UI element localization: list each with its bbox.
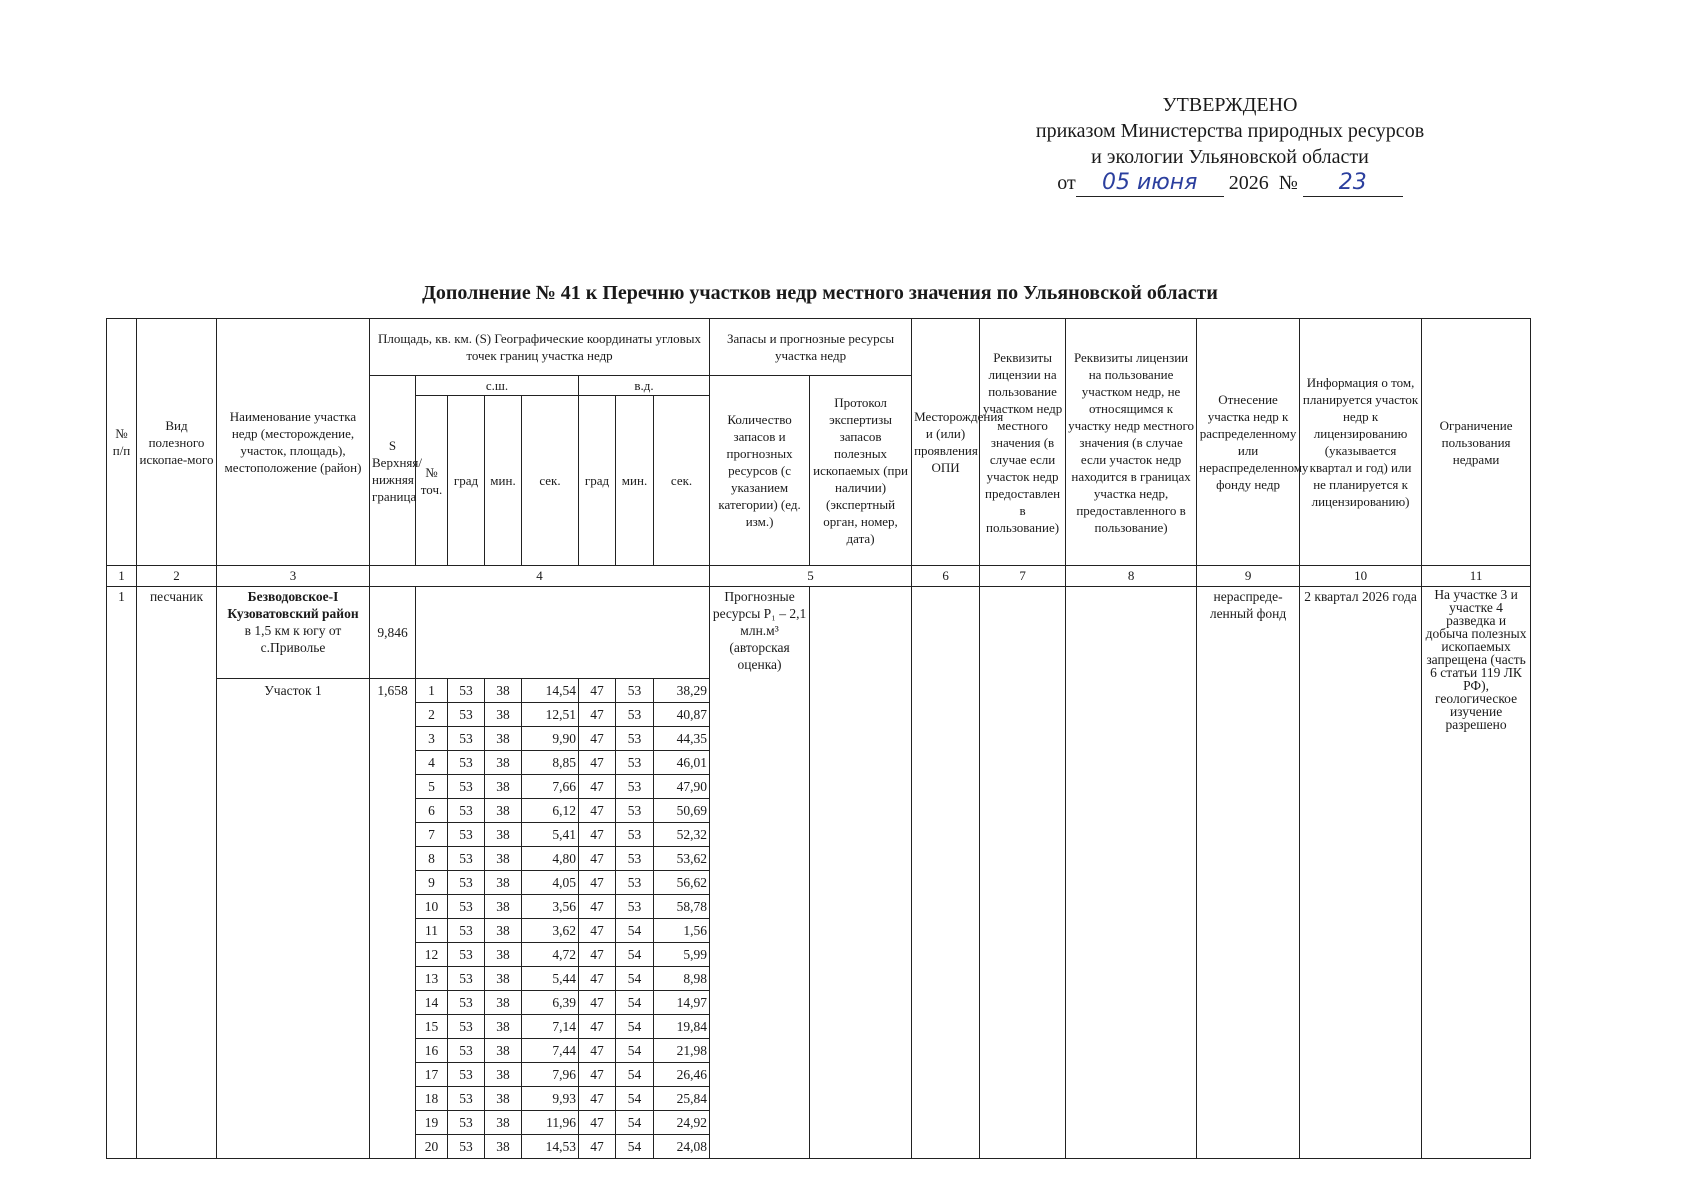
- entry-num: 1: [107, 587, 137, 1159]
- header-fund: Отнесение участка недр к распределенному или нераспределенному фонду недр: [1197, 319, 1300, 566]
- entry-mineral-type: песчаник: [137, 587, 217, 1159]
- lon-min: 53: [616, 703, 654, 727]
- header-row-1: [107, 319, 1531, 376]
- entry-location: в 1,5 км к югу от с.Приволье: [244, 623, 342, 655]
- point-number: 19: [416, 1111, 448, 1135]
- lat-min: 38: [485, 823, 522, 847]
- date-prefix: от: [1057, 172, 1076, 194]
- lon-min: 54: [616, 919, 654, 943]
- lon-min: 53: [616, 823, 654, 847]
- approval-date-row: [1000, 170, 1460, 197]
- column-number: 10: [1300, 566, 1422, 587]
- point-number: 3: [416, 727, 448, 751]
- header-area-name: Наименование участка недр (месторождение, участок, площадь), местоположение (район): [217, 319, 370, 566]
- lon-sec: 24,92: [654, 1111, 710, 1135]
- lon-deg: 47: [579, 823, 616, 847]
- handwritten-number: 23: [1303, 170, 1403, 197]
- lon-min: 54: [616, 1111, 654, 1135]
- entry-protocol: [810, 587, 912, 1159]
- lat-sec: 14,54: [522, 679, 579, 703]
- lon-sec: 38,29: [654, 679, 710, 703]
- lon-sec: 14,97: [654, 991, 710, 1015]
- lat-deg: 53: [448, 727, 485, 751]
- header-deposit: Месторождения и (или) проявления ОПИ: [912, 319, 980, 566]
- lon-deg: 47: [579, 991, 616, 1015]
- lon-deg: 47: [579, 751, 616, 775]
- point-number: 14: [416, 991, 448, 1015]
- header-lon-min: мин.: [616, 396, 654, 566]
- lon-sec: 50,69: [654, 799, 710, 823]
- point-number: 9: [416, 871, 448, 895]
- lon-sec: 8,98: [654, 967, 710, 991]
- header-area-coordinates: Площадь, кв. км. (S) Географические координаты угловых точек границ участка недр: [370, 319, 710, 376]
- lon-deg: 47: [579, 943, 616, 967]
- lon-sec: 25,84: [654, 1087, 710, 1111]
- lat-min: 38: [485, 943, 522, 967]
- number-prefix: №: [1278, 172, 1298, 194]
- lat-deg: 53: [448, 1039, 485, 1063]
- approval-title: УТВЕРЖДЕНО: [1162, 94, 1298, 116]
- lat-min: 38: [485, 679, 522, 703]
- column-number: 1: [107, 566, 137, 587]
- entry-fund: нераспреде-ленный фонд: [1197, 587, 1300, 1159]
- lat-deg: 53: [448, 823, 485, 847]
- approval-ministry-line: и экологии Ульяновской области: [1091, 146, 1369, 168]
- entry-name: [217, 587, 370, 679]
- header-reserves-group: Запасы и прогнозные ресурсы участка недр: [710, 319, 912, 376]
- lon-deg: 47: [579, 871, 616, 895]
- lon-deg: 47: [579, 1015, 616, 1039]
- entry-area: 9,846: [370, 587, 416, 679]
- lon-min: 54: [616, 1135, 654, 1159]
- lat-deg: 53: [448, 871, 485, 895]
- point-number: 1: [416, 679, 448, 703]
- entry-name-main: Безводовское-I Кузоватовский район: [227, 589, 359, 621]
- lat-deg: 53: [448, 1111, 485, 1135]
- lat-sec: 7,14: [522, 1015, 579, 1039]
- lon-sec: 44,35: [654, 727, 710, 751]
- point-number: 18: [416, 1087, 448, 1111]
- lon-min: 54: [616, 1039, 654, 1063]
- document-title: Дополнение № 41 к Перечню участков недр местного значения по Ульяновской области: [422, 282, 1218, 304]
- lat-sec: 8,85: [522, 751, 579, 775]
- lon-sec: 40,87: [654, 703, 710, 727]
- lon-min: 54: [616, 991, 654, 1015]
- lon-deg: 47: [579, 727, 616, 751]
- lon-deg: 47: [579, 847, 616, 871]
- header-lon-deg: град: [579, 396, 616, 566]
- lon-min: 53: [616, 847, 654, 871]
- lat-sec: 7,44: [522, 1039, 579, 1063]
- lat-min: 38: [485, 1111, 522, 1135]
- lat-deg: 53: [448, 1063, 485, 1087]
- lat-deg: 53: [448, 895, 485, 919]
- subarea-name: Участок 1: [217, 679, 370, 1159]
- column-number: 11: [1422, 566, 1531, 587]
- lon-min: 54: [616, 967, 654, 991]
- lon-deg: 47: [579, 799, 616, 823]
- lat-deg: 53: [448, 1135, 485, 1159]
- lon-sec: 58,78: [654, 895, 710, 919]
- lat-min: 38: [485, 967, 522, 991]
- column-number: 2: [137, 566, 217, 587]
- lon-sec: 1,56: [654, 919, 710, 943]
- point-number: 16: [416, 1039, 448, 1063]
- entry-license-other: [1066, 587, 1197, 1159]
- lat-deg: 53: [448, 1015, 485, 1039]
- lon-min: 53: [616, 871, 654, 895]
- lat-min: 38: [485, 919, 522, 943]
- lon-deg: 47: [579, 1039, 616, 1063]
- lon-deg: 47: [579, 967, 616, 991]
- lon-min: 53: [616, 727, 654, 751]
- lat-sec: 3,56: [522, 895, 579, 919]
- header-lat-min: мин.: [485, 396, 522, 566]
- lon-sec: 5,99: [654, 943, 710, 967]
- lon-deg: 47: [579, 1135, 616, 1159]
- point-number: 13: [416, 967, 448, 991]
- lon-sec: 26,46: [654, 1063, 710, 1087]
- header-licensing-plan: Информация о том, планируется участок недр к лицензированию (указывается квартал и год) или не планируется к лицензированию): [1300, 319, 1422, 566]
- lon-sec: 56,62: [654, 871, 710, 895]
- entry-deposit: [912, 587, 980, 1159]
- lat-deg: 53: [448, 751, 485, 775]
- point-number: 4: [416, 751, 448, 775]
- column-number: 8: [1066, 566, 1197, 587]
- lon-deg: 47: [579, 1111, 616, 1135]
- lon-sec: 46,01: [654, 751, 710, 775]
- lat-deg: 53: [448, 847, 485, 871]
- column-number: 4: [370, 566, 710, 587]
- approval-block: [1000, 92, 1460, 197]
- header-s-boundary: S Верхняя/нижняя граница: [370, 376, 416, 566]
- lon-sec: 24,08: [654, 1135, 710, 1159]
- point-number: 5: [416, 775, 448, 799]
- entry-row: [107, 587, 1531, 679]
- lat-min: 38: [485, 1135, 522, 1159]
- lat-deg: 53: [448, 679, 485, 703]
- lat-sec: 6,12: [522, 799, 579, 823]
- lat-sec: 5,41: [522, 823, 579, 847]
- lat-sec: 4,72: [522, 943, 579, 967]
- header-reserves-qty: Количество запасов и прогнозных ресурсов (с указанием категории) (ед. изм.): [710, 376, 810, 566]
- header-point-no: № точ.: [416, 396, 448, 566]
- lat-min: 38: [485, 871, 522, 895]
- lon-min: 53: [616, 895, 654, 919]
- lat-deg: 53: [448, 703, 485, 727]
- lat-min: 38: [485, 1063, 522, 1087]
- approval-order-line: приказом Министерства природных ресурсов: [1035, 120, 1425, 142]
- lat-deg: 53: [448, 967, 485, 991]
- lon-deg: 47: [579, 895, 616, 919]
- lat-sec: 7,96: [522, 1063, 579, 1087]
- lat-min: 38: [485, 799, 522, 823]
- lon-min: 54: [616, 943, 654, 967]
- column-number: 5: [710, 566, 912, 587]
- lat-min: 38: [485, 727, 522, 751]
- header-lat-sec: сек.: [522, 396, 579, 566]
- point-number: 8: [416, 847, 448, 871]
- column-number: 9: [1197, 566, 1300, 587]
- entry-licensing-plan: 2 квартал 2026 года: [1300, 587, 1422, 1159]
- point-number: 10: [416, 895, 448, 919]
- entry-license-local: [980, 587, 1066, 1159]
- lat-sec: 5,44: [522, 967, 579, 991]
- lon-deg: 47: [579, 1087, 616, 1111]
- column-number: 6: [912, 566, 980, 587]
- lat-min: 38: [485, 847, 522, 871]
- subsoil-register-table: [106, 318, 1531, 1159]
- lon-sec: 47,90: [654, 775, 710, 799]
- lon-min: 53: [616, 751, 654, 775]
- entry-reserves: Прогнозные ресурсы P₁ – 2,1 млн.м³ (авторская оценка): [710, 587, 810, 1159]
- lat-min: 38: [485, 775, 522, 799]
- lon-min: 53: [616, 775, 654, 799]
- lon-min: 53: [616, 679, 654, 703]
- lon-min: 53: [616, 799, 654, 823]
- entry-coords-empty: [416, 587, 710, 679]
- header-license-other: Реквизиты лицензии на пользование участком недр, не относящимся к участку недр местного значения (в случае если участок недр находится в границах участка недр, предоставленного в пользование): [1066, 319, 1197, 566]
- header-num: № п/п: [107, 319, 137, 566]
- lat-min: 38: [485, 1015, 522, 1039]
- lon-sec: 19,84: [654, 1015, 710, 1039]
- subarea-area: 1,658: [370, 679, 416, 1159]
- lat-min: 38: [485, 703, 522, 727]
- lon-sec: 52,32: [654, 823, 710, 847]
- point-number: 15: [416, 1015, 448, 1039]
- header-lon-sec: сек.: [654, 396, 710, 566]
- lat-deg: 53: [448, 991, 485, 1015]
- lon-deg: 47: [579, 679, 616, 703]
- point-number: 20: [416, 1135, 448, 1159]
- entry-restriction: На участке 3 и участке 4 разведка и добыча полезных ископаемых запрещена (часть 6 статьи 119 ЛК РФ), геологическое изучение разрешено: [1422, 587, 1531, 1159]
- lon-sec: 21,98: [654, 1039, 710, 1063]
- point-number: 12: [416, 943, 448, 967]
- lat-min: 38: [485, 991, 522, 1015]
- point-number: 17: [416, 1063, 448, 1087]
- lat-min: 38: [485, 1039, 522, 1063]
- lon-deg: 47: [579, 919, 616, 943]
- header-lat-deg: град: [448, 396, 485, 566]
- lat-sec: 6,39: [522, 991, 579, 1015]
- lat-min: 38: [485, 1087, 522, 1111]
- column-number: 3: [217, 566, 370, 587]
- lon-deg: 47: [579, 703, 616, 727]
- lat-sec: 12,51: [522, 703, 579, 727]
- column-number: 7: [980, 566, 1066, 587]
- lon-min: 54: [616, 1015, 654, 1039]
- handwritten-date: 05 июня: [1076, 170, 1224, 197]
- header-reserves-protocol: Протокол экспертизы запасов полезных ископаемых (при наличии) (экспертный орган, номер, дата): [810, 376, 912, 566]
- lon-deg: 47: [579, 1063, 616, 1087]
- lon-deg: 47: [579, 775, 616, 799]
- lat-sec: 11,96: [522, 1111, 579, 1135]
- lat-deg: 53: [448, 919, 485, 943]
- point-number: 2: [416, 703, 448, 727]
- header-mineral-type: Вид полезного ископае-мого: [137, 319, 217, 566]
- header-latitude: с.ш.: [416, 376, 579, 396]
- point-number: 7: [416, 823, 448, 847]
- lat-sec: 4,05: [522, 871, 579, 895]
- point-number: 11: [416, 919, 448, 943]
- lon-sec: 53,62: [654, 847, 710, 871]
- lat-deg: 53: [448, 799, 485, 823]
- header-longitude: в.д.: [579, 376, 710, 396]
- lat-min: 38: [485, 751, 522, 775]
- lon-min: 54: [616, 1063, 654, 1087]
- lat-sec: 9,93: [522, 1087, 579, 1111]
- approval-year: 2026: [1228, 172, 1269, 194]
- lat-sec: 14,53: [522, 1135, 579, 1159]
- lat-min: 38: [485, 895, 522, 919]
- lat-deg: 53: [448, 1087, 485, 1111]
- lat-sec: 4,80: [522, 847, 579, 871]
- header-restriction: Ограничение пользования недрами: [1422, 319, 1531, 566]
- column-number-row: [107, 566, 1531, 587]
- lat-sec: 9,90: [522, 727, 579, 751]
- lat-sec: 3,62: [522, 919, 579, 943]
- lat-deg: 53: [448, 943, 485, 967]
- lat-sec: 7,66: [522, 775, 579, 799]
- lon-min: 54: [616, 1087, 654, 1111]
- lat-deg: 53: [448, 775, 485, 799]
- header-license-local: Реквизиты лицензии на пользование участком недр местного значения (в случае если участок недр предоставлен в пользование): [980, 319, 1066, 566]
- point-number: 6: [416, 799, 448, 823]
